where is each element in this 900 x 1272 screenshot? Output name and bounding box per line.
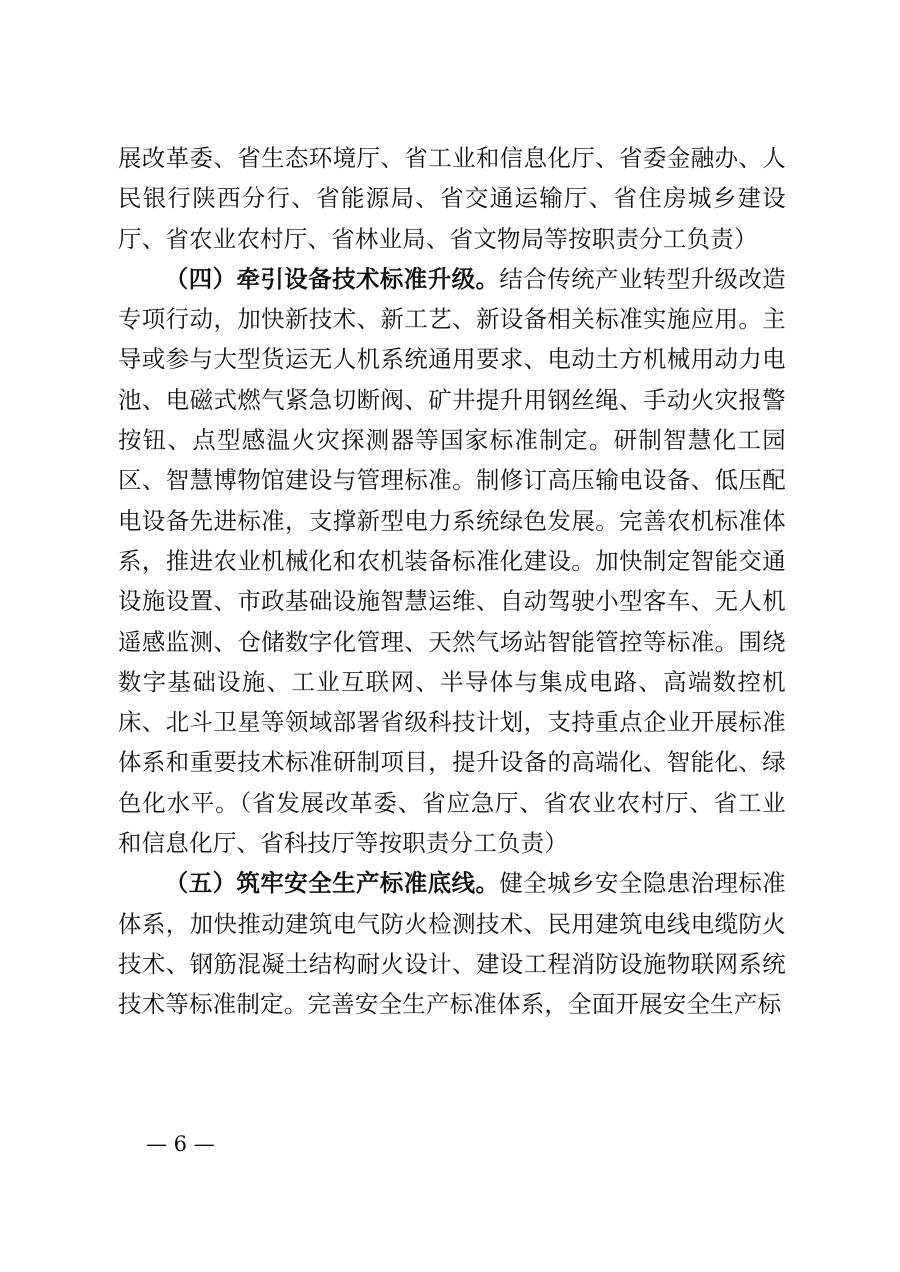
paragraph-text: 展改革委、省生态环境厅、省工业和信息化厅、省委金融办、人民银行陕西分行、省能源局、省交通运输厅、省住房城乡建设厅、省农业农村厅、省林业局、省文物局等按职责分工负责） <box>118 144 786 253</box>
section-heading: （五）筑牢安全生产标准底线。 <box>164 869 500 898</box>
page-number: — 6 — <box>146 1132 215 1156</box>
paragraph-section-4 <box>118 259 786 863</box>
paragraph-text: 健全城乡安全隐患治理标准体系，加快推动建筑电气防火检测技术、民用建筑电线电缆防火技术、钢筋混凝土结构耐火设计、建设工程消防设施物联网系统技术等标准制定。完善安全生产标准体系，全面开展安全生产标 <box>118 869 786 1019</box>
paragraph-section-5 <box>118 863 786 1024</box>
body-text <box>118 138 786 1025</box>
paragraph-continuation <box>118 138 786 259</box>
section-heading: （四）牵引设备技术标准升级。 <box>164 264 500 293</box>
paragraph-text: 结合传统产业转型升级改造专项行动，加快新技术、新工艺、新设备相关标准实施应用。主导或参与大型货运无人机系统通用要求、电动土方机械用动力电池、电磁式燃气紧急切断阀、矿井提升用钢丝绳、手动火灾报警按钮、点型感温火灾探测器等国家标准制定。研制智慧化工园区、智慧博物馆建设与管理标准。制修订高压输电设备、低压配电设备先进标准，支撑新型电力系统绿色发展。完善农机标准体系，推进农业机械化和农机装备标准化建设。加快制定智能交通设施设置、市政基础设施智慧运维、自动驾驶小型客车、无人机遥感监测、仓储数字化管理、天然气场站智能管控等标准。围绕数字基础设施、工业互联网、半导体与集成电路、高端数控机床、北斗卫星等领域部署省级科技计划，支持重点企业开展标准体系和重要技术标准研制项目，提升设备的高端化、智能化、绿色化水平。（省发展改革委、省应急厅、省农业农村厅、省工业和信息化厅、省科技厅等按职责分工负责） <box>118 264 786 858</box>
